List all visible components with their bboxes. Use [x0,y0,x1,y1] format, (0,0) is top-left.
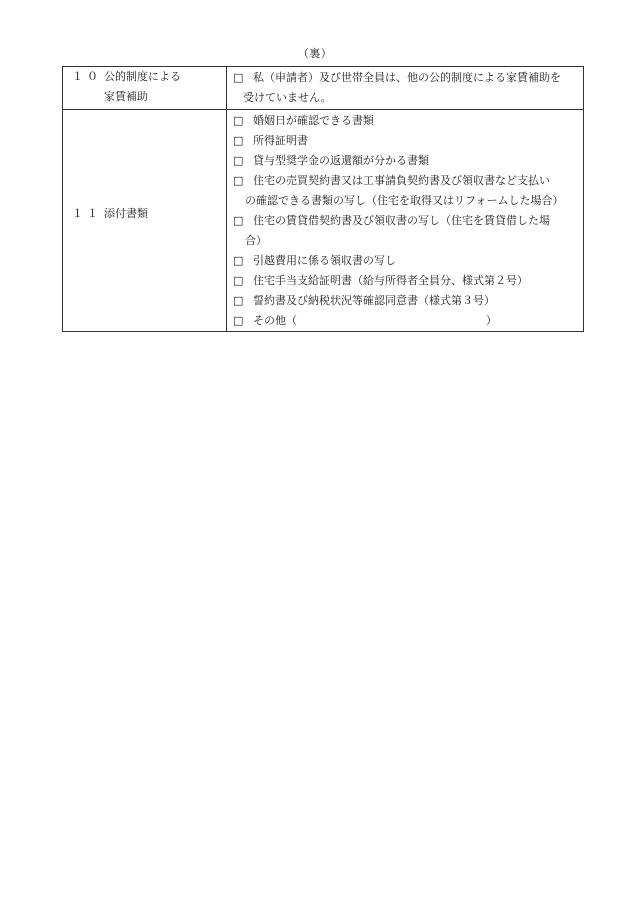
checkbox-label: 住宅の売買契約書又は工事請負契約書及び領収書など支払い [253,174,550,187]
row-content-cell [227,67,584,110]
checkbox[interactable]: □ [233,274,244,287]
document-checkbox-item[interactable] [233,151,581,171]
checkbox-label: 貸与型奨学金の返還額が分かる書類 [253,154,429,167]
item-label-line: 家賃補助 [104,90,148,103]
checkbox[interactable]: □ [233,114,244,127]
checkbox-label: 住宅の賃貸借契約書及び領収書の写し（住宅を賃貸借した場 [253,214,550,227]
item-label: 添付書類 [104,207,148,220]
item-label-line: 公的制度による [104,70,181,83]
checkbox-label-continuation: 受けていません。 [243,91,332,104]
document-checkbox-item[interactable] [233,251,581,271]
checkbox-label: 誓約書及び納税状況等確認同意書（様式第３号） [253,294,495,307]
document-checkbox-item[interactable] [233,271,581,291]
checkbox-label-continuation: 合） [245,234,267,247]
checkbox-label-continuation: の確認できる書類の写し（住宅を取得又はリフォームした場合） [245,194,564,207]
declaration-checkbox-item[interactable] [233,68,581,88]
document-checkbox-item[interactable] [233,131,581,151]
checkbox[interactable]: □ [233,174,244,187]
checkbox[interactable]: □ [233,214,244,227]
checkbox-label: 婚姻日が確認できる書類 [253,114,374,127]
checkbox-label: 私（申請者）及び世帯全員は、他の公的制度による家賃補助を [253,71,561,84]
item-label [104,67,181,107]
checkbox-label: 住宅手当支給証明書（給与所得者全員分、様式第２号） [253,274,528,287]
document-checkbox-item-other[interactable] [233,311,581,331]
document-checkbox-item[interactable] [233,211,581,231]
row-header-cell [63,110,227,332]
form-row-public-rent-subsidy [63,67,584,110]
page-side-heading: （裏） [297,47,333,60]
document-checkbox-item[interactable] [233,111,581,131]
checkbox[interactable]: □ [233,71,244,84]
checkbox-label: 所得証明書 [253,134,308,147]
checkbox-label: 引越費用に係る領収書の写し [253,254,396,267]
checkbox[interactable]: □ [233,254,244,267]
checkbox[interactable]: □ [233,294,244,307]
item-number: １０ [72,70,102,83]
row-header-cell [63,67,227,110]
row-content-cell [227,110,584,332]
document-checkbox-item[interactable] [233,171,581,191]
checkbox[interactable]: □ [233,134,244,147]
form-row-attached-documents [63,110,584,332]
checkbox-label: その他（ [253,314,297,327]
other-close-paren: ） [486,314,497,327]
checkbox[interactable]: □ [233,314,244,327]
item-number: １１ [72,207,102,220]
checkbox[interactable]: □ [233,154,244,167]
document-checkbox-item[interactable] [233,291,581,311]
application-form-table [62,66,584,332]
